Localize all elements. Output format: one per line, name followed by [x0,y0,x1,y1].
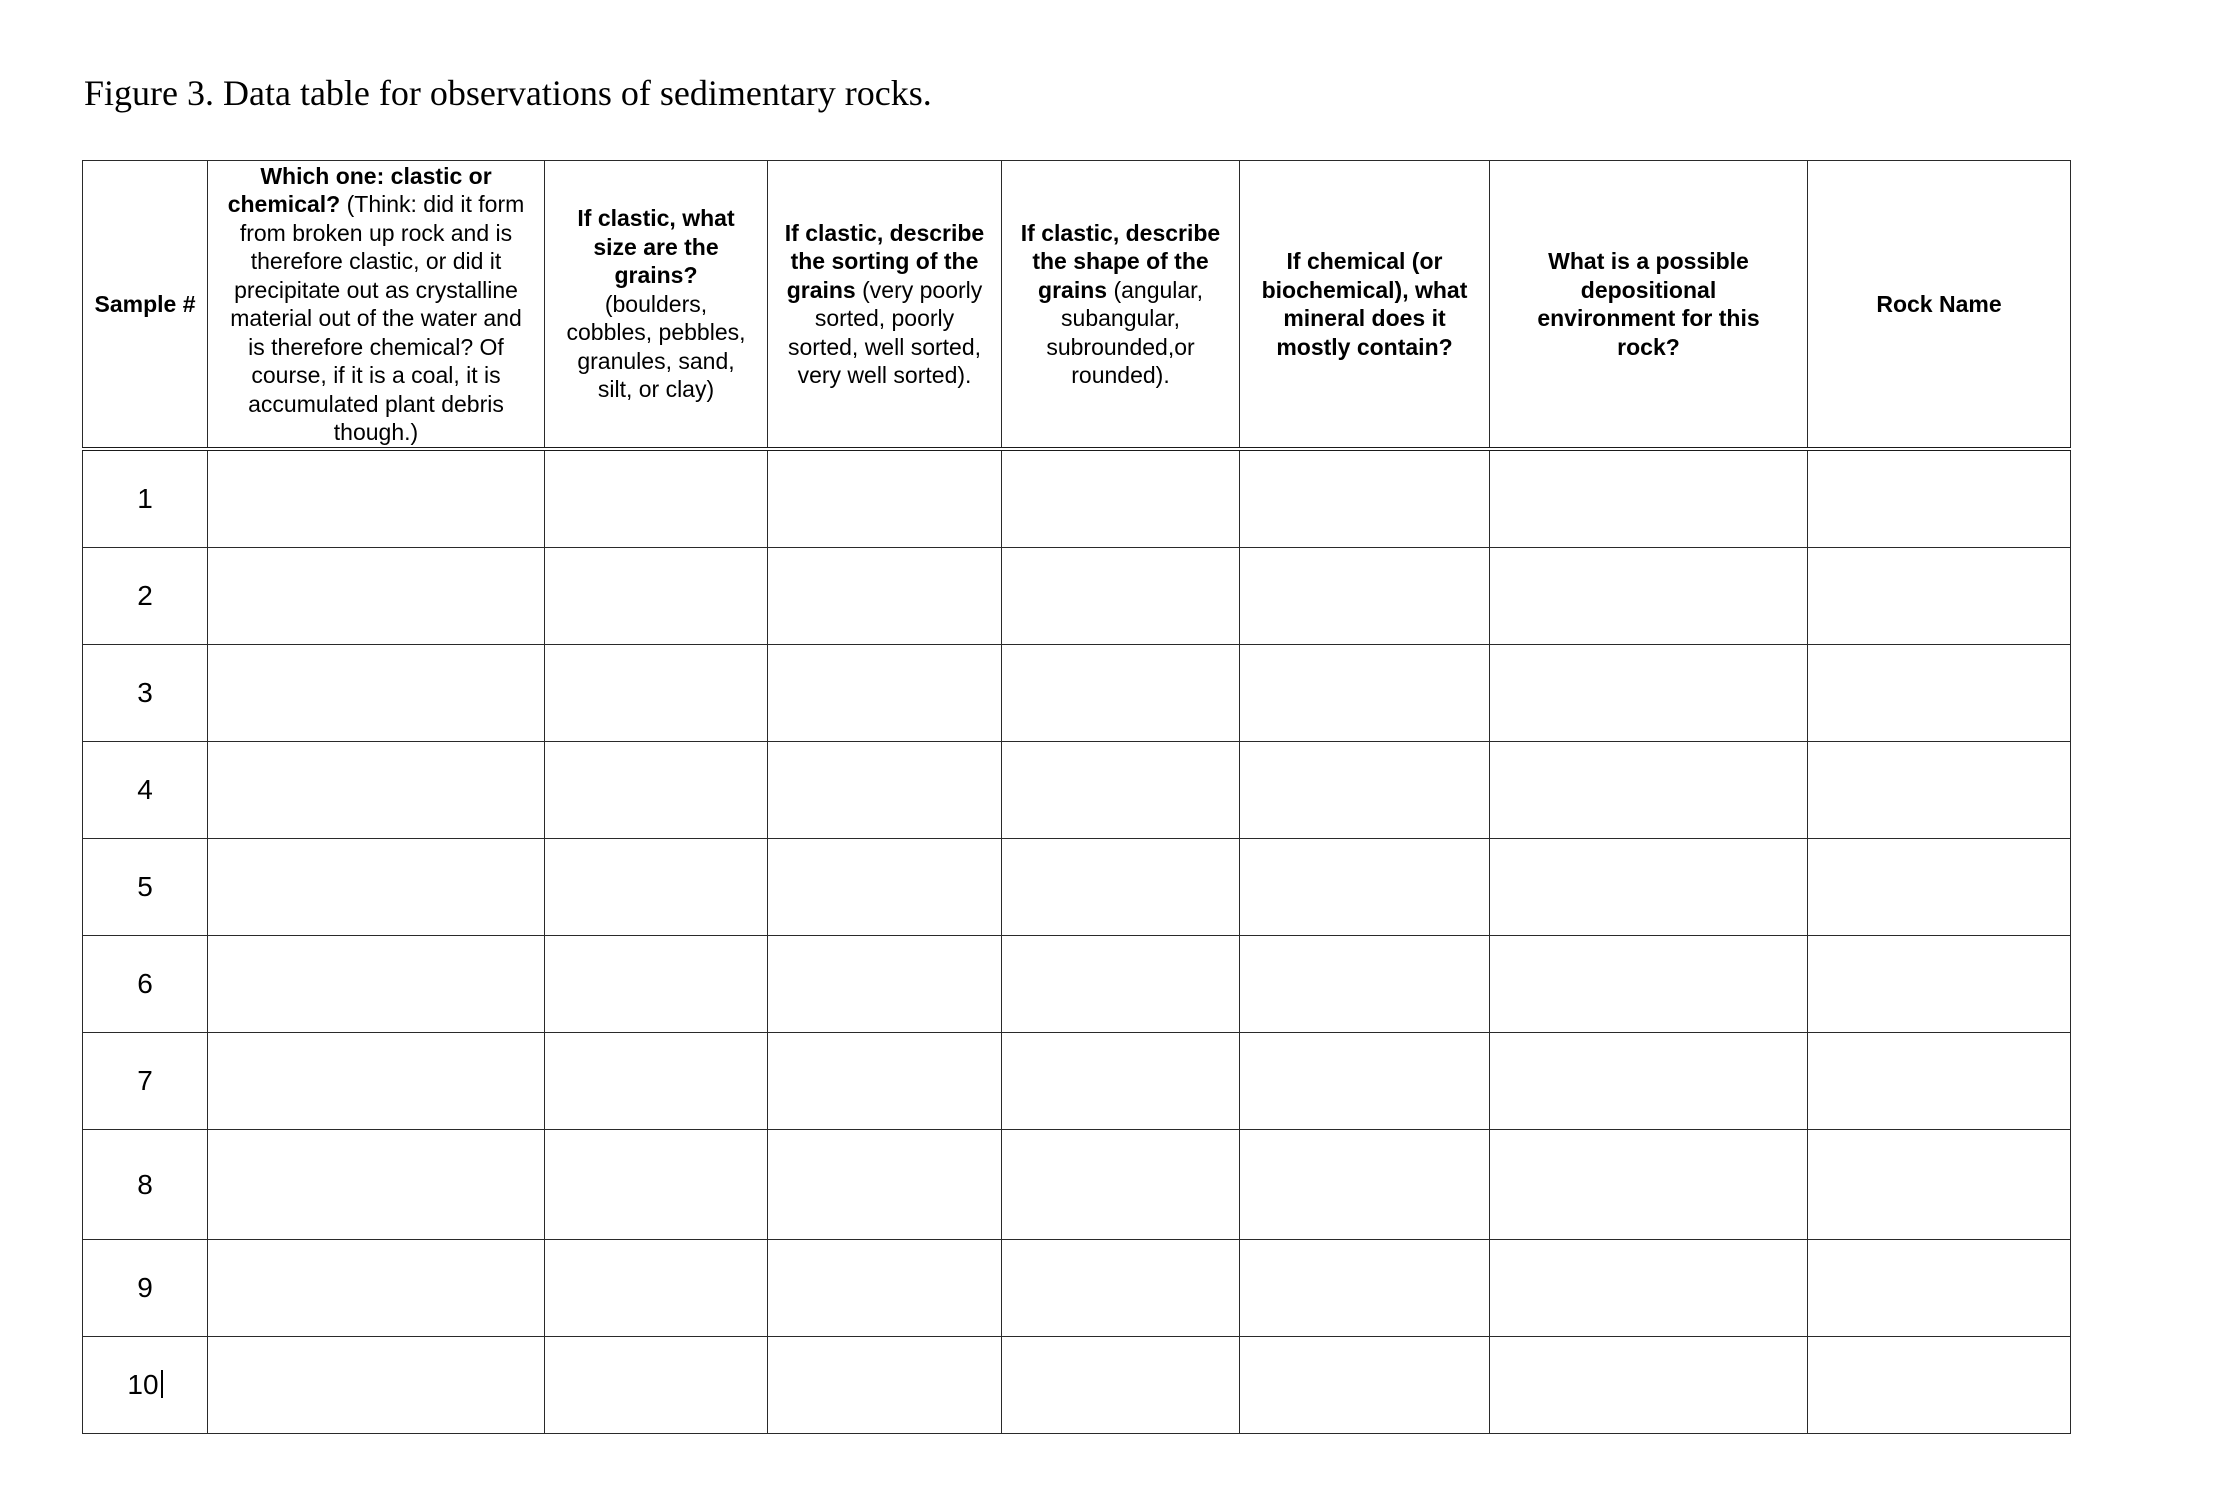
grain-size-cell[interactable] [545,1130,768,1240]
header-mineral-content: If chemical (or biochemical), what mineral does it mostly contain? [1240,161,1490,450]
grain-sorting-cell[interactable] [768,1240,1002,1337]
grain-sorting-cell[interactable] [768,449,1002,548]
table-row [83,1240,2071,1337]
rock-name-cell[interactable] [1808,1337,2071,1434]
depositional-environment-cell[interactable] [1490,1337,1808,1434]
grain-shape-cell[interactable] [1002,645,1240,742]
rock-name-cell[interactable] [1808,1033,2071,1130]
header-clastic-or-chemical: Which one: clastic or chemical? (Think: did it form from broken up rock and is therefore clastic, or did it precipitate out as crystalline material out of the water and is therefore chemical? Of course, if it is a coal, it is accumulated plant debris though.) [208,161,545,450]
rock-name-cell[interactable] [1808,548,2071,645]
header-grain-shape: If clastic, describe the shape of the grains (angular, subangular, subrounded,or rounded). [1002,161,1240,450]
header-sample-number: Sample # [83,161,208,450]
sample-number-cell: 1 [83,449,208,548]
sample-number-cell-active[interactable]: 10 [83,1337,208,1434]
rock-name-cell[interactable] [1808,1240,2071,1337]
grain-sorting-cell[interactable] [768,1337,1002,1434]
mineral-content-cell[interactable] [1240,742,1490,839]
depositional-environment-cell[interactable] [1490,839,1808,936]
rock-name-cell[interactable] [1808,839,2071,936]
header-row [83,161,2071,450]
grain-shape-cell[interactable] [1002,1130,1240,1240]
grain-size-cell[interactable] [545,839,768,936]
sample-number-cell: 8 [83,1130,208,1240]
table-row [83,548,2071,645]
header-rock-name: Rock Name [1808,161,2071,450]
depositional-environment-cell[interactable] [1490,936,1808,1033]
mineral-content-cell[interactable] [1240,1240,1490,1337]
clastic-or-chemical-cell[interactable] [208,839,545,936]
table-row [83,449,2071,548]
table-row [83,1337,2071,1434]
table-row [83,1130,2071,1240]
mineral-content-cell[interactable] [1240,449,1490,548]
grain-size-cell[interactable] [545,1337,768,1434]
mineral-content-cell[interactable] [1240,936,1490,1033]
grain-shape-cell[interactable] [1002,742,1240,839]
header-grain-sorting: If clastic, describe the sorting of the grains (very poorly sorted, poorly sorted, well sorted, very well sorted). [768,161,1002,450]
sample-number-cell: 2 [83,548,208,645]
observation-data-table [82,160,2071,1434]
grain-size-cell[interactable] [545,742,768,839]
rock-name-cell[interactable] [1808,936,2071,1033]
depositional-environment-cell[interactable] [1490,1240,1808,1337]
clastic-or-chemical-cell[interactable] [208,449,545,548]
grain-sorting-cell[interactable] [768,645,1002,742]
grain-shape-cell[interactable] [1002,839,1240,936]
table-row [83,742,2071,839]
rock-name-cell[interactable] [1808,742,2071,839]
clastic-or-chemical-cell[interactable] [208,548,545,645]
mineral-content-cell[interactable] [1240,1130,1490,1240]
sample-number-cell: 3 [83,645,208,742]
sample-number-cell: 5 [83,839,208,936]
grain-sorting-cell[interactable] [768,839,1002,936]
mineral-content-cell[interactable] [1240,839,1490,936]
depositional-environment-cell[interactable] [1490,742,1808,839]
grain-shape-cell[interactable] [1002,1337,1240,1434]
table-row [83,936,2071,1033]
mineral-content-cell[interactable] [1240,548,1490,645]
text-cursor [161,1370,163,1398]
grain-shape-cell[interactable] [1002,1240,1240,1337]
header-depositional-environment: What is a possible depositional environment for this rock? [1490,161,1808,450]
figure-caption: Figure 3. Data table for observations of sedimentary rocks. [84,73,932,113]
grain-sorting-cell[interactable] [768,548,1002,645]
grain-shape-cell[interactable] [1002,449,1240,548]
grain-sorting-cell[interactable] [768,1130,1002,1240]
grain-size-cell[interactable] [545,645,768,742]
table-row [83,1033,2071,1130]
depositional-environment-cell[interactable] [1490,645,1808,742]
mineral-content-cell[interactable] [1240,645,1490,742]
depositional-environment-cell[interactable] [1490,548,1808,645]
depositional-environment-cell[interactable] [1490,1130,1808,1240]
sample-number-cell: 6 [83,936,208,1033]
grain-shape-cell[interactable] [1002,1033,1240,1130]
clastic-or-chemical-cell[interactable] [208,1130,545,1240]
sample-number-cell: 7 [83,1033,208,1130]
header-grain-size: If clastic, what size are the grains? (boulders, cobbles, pebbles, granules, sand, silt, or clay) [545,161,768,450]
grain-shape-cell[interactable] [1002,548,1240,645]
clastic-or-chemical-cell[interactable] [208,936,545,1033]
grain-size-cell[interactable] [545,1240,768,1337]
grain-sorting-cell[interactable] [768,936,1002,1033]
rock-name-cell[interactable] [1808,1130,2071,1240]
grain-size-cell[interactable] [545,449,768,548]
grain-sorting-cell[interactable] [768,1033,1002,1130]
clastic-or-chemical-cell[interactable] [208,742,545,839]
clastic-or-chemical-cell[interactable] [208,1033,545,1130]
grain-size-cell[interactable] [545,1033,768,1130]
clastic-or-chemical-cell[interactable] [208,645,545,742]
grain-size-cell[interactable] [545,936,768,1033]
clastic-or-chemical-cell[interactable] [208,1337,545,1434]
mineral-content-cell[interactable] [1240,1033,1490,1130]
table-row [83,645,2071,742]
rock-name-cell[interactable] [1808,449,2071,548]
sample-number-cell: 9 [83,1240,208,1337]
mineral-content-cell[interactable] [1240,1337,1490,1434]
table-row [83,839,2071,936]
grain-size-cell[interactable] [545,548,768,645]
depositional-environment-cell[interactable] [1490,449,1808,548]
grain-shape-cell[interactable] [1002,936,1240,1033]
depositional-environment-cell[interactable] [1490,1033,1808,1130]
rock-name-cell[interactable] [1808,645,2071,742]
clastic-or-chemical-cell[interactable] [208,1240,545,1337]
grain-sorting-cell[interactable] [768,742,1002,839]
sample-number-cell: 4 [83,742,208,839]
